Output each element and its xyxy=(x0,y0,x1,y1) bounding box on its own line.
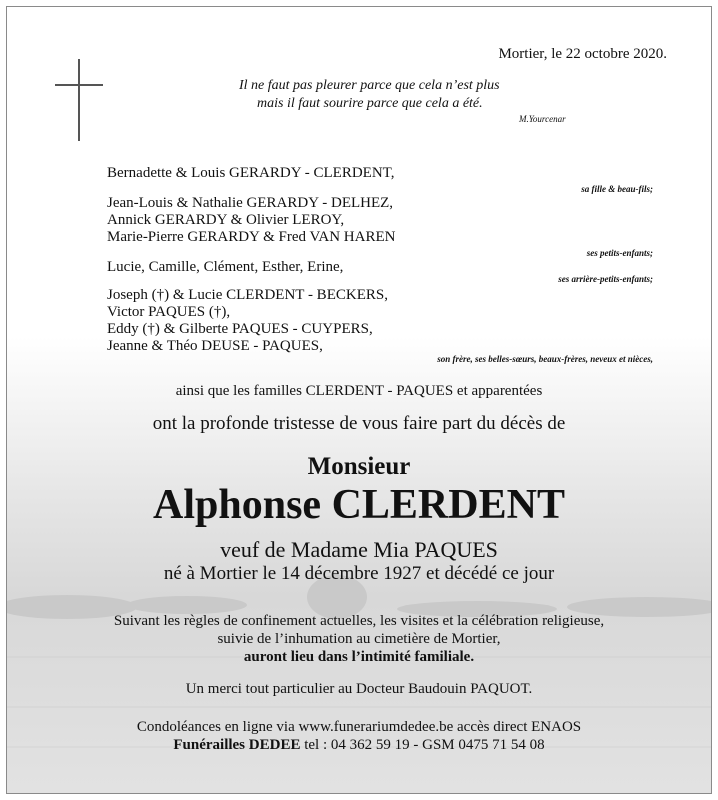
ceremony-line-2: suivie de l’inhumation au cimetière de Mortier, xyxy=(217,631,501,647)
quote-line-1: Il ne faut pas pleurer parce que cela n’est plus xyxy=(239,78,500,93)
condolences-line: Condoléances en ligne via www.funerariumdedee.be accès direct ENAOS xyxy=(136,719,582,735)
thanks-line: Un merci tout particulier au Docteur Baudouin PAQUOT. xyxy=(185,681,533,697)
field-background xyxy=(7,7,711,793)
families-line: ainsi que les familles CLERDENT - PAQUES et apparentées xyxy=(175,383,543,399)
deceased-title: Monsieur xyxy=(307,453,411,480)
funeral-home-name: Funérailles DEDEE xyxy=(173,737,301,753)
family-name: Marie-Pierre GERARDY & Fred VAN HAREN xyxy=(107,229,396,245)
ceremony-line-1: Suivant les règles de confinement actuelles, les visites et la célébration religieuse, xyxy=(113,613,605,629)
relation-label: son frère, ses belles-sœurs, beaux-frères, neveux et nièces, xyxy=(437,354,653,364)
funeral-contact xyxy=(7,737,711,754)
cross-icon xyxy=(51,57,107,143)
family-name: Jeanne & Théo DEUSE - PAQUES, xyxy=(107,338,323,354)
dates-line: né à Mortier le 14 décembre 1927 et décédé ce jour xyxy=(163,563,555,584)
funeral-phone: tel : 04 362 59 19 - GSM 0475 71 54 08 xyxy=(304,737,545,753)
family-name: Annick GERARDY & Olivier LEROY, xyxy=(107,212,345,228)
quote-author: M.Yourcenar xyxy=(519,114,566,124)
date-line: Mortier, le 22 octobre 2020. xyxy=(498,46,667,62)
family-name: Lucie, Camille, Clément, Esther, Erine, xyxy=(107,259,344,275)
obituary-card xyxy=(6,6,712,794)
relation-label: sa fille & beau-fils; xyxy=(581,184,653,194)
family-name: Jean-Louis & Nathalie GERARDY - DELHEZ, xyxy=(107,195,394,211)
relation-label: ses arrière-petits-enfants; xyxy=(558,274,653,284)
family-name: Bernadette & Louis GERARDY - CLERDENT, xyxy=(107,165,395,181)
announce-line: ont la profonde tristesse de vous faire part du décès de xyxy=(152,413,566,434)
relation-label: ses petits-enfants; xyxy=(586,248,653,258)
family-name: Eddy (†) & Gilberte PAQUES - CUYPERS, xyxy=(107,321,373,337)
widower-line: veuf de Madame Mia PAQUES xyxy=(220,537,498,562)
quote-line-2: mais il faut sourire parce que cela a été. xyxy=(257,96,483,111)
family-name: Victor PAQUES (†), xyxy=(107,304,231,320)
family-name: Joseph (†) & Lucie CLERDENT - BECKERS, xyxy=(107,287,388,303)
ceremony-line-3: auront lieu dans l’intimité familiale. xyxy=(243,649,475,665)
deceased-name: Alphonse CLERDENT xyxy=(153,482,565,528)
